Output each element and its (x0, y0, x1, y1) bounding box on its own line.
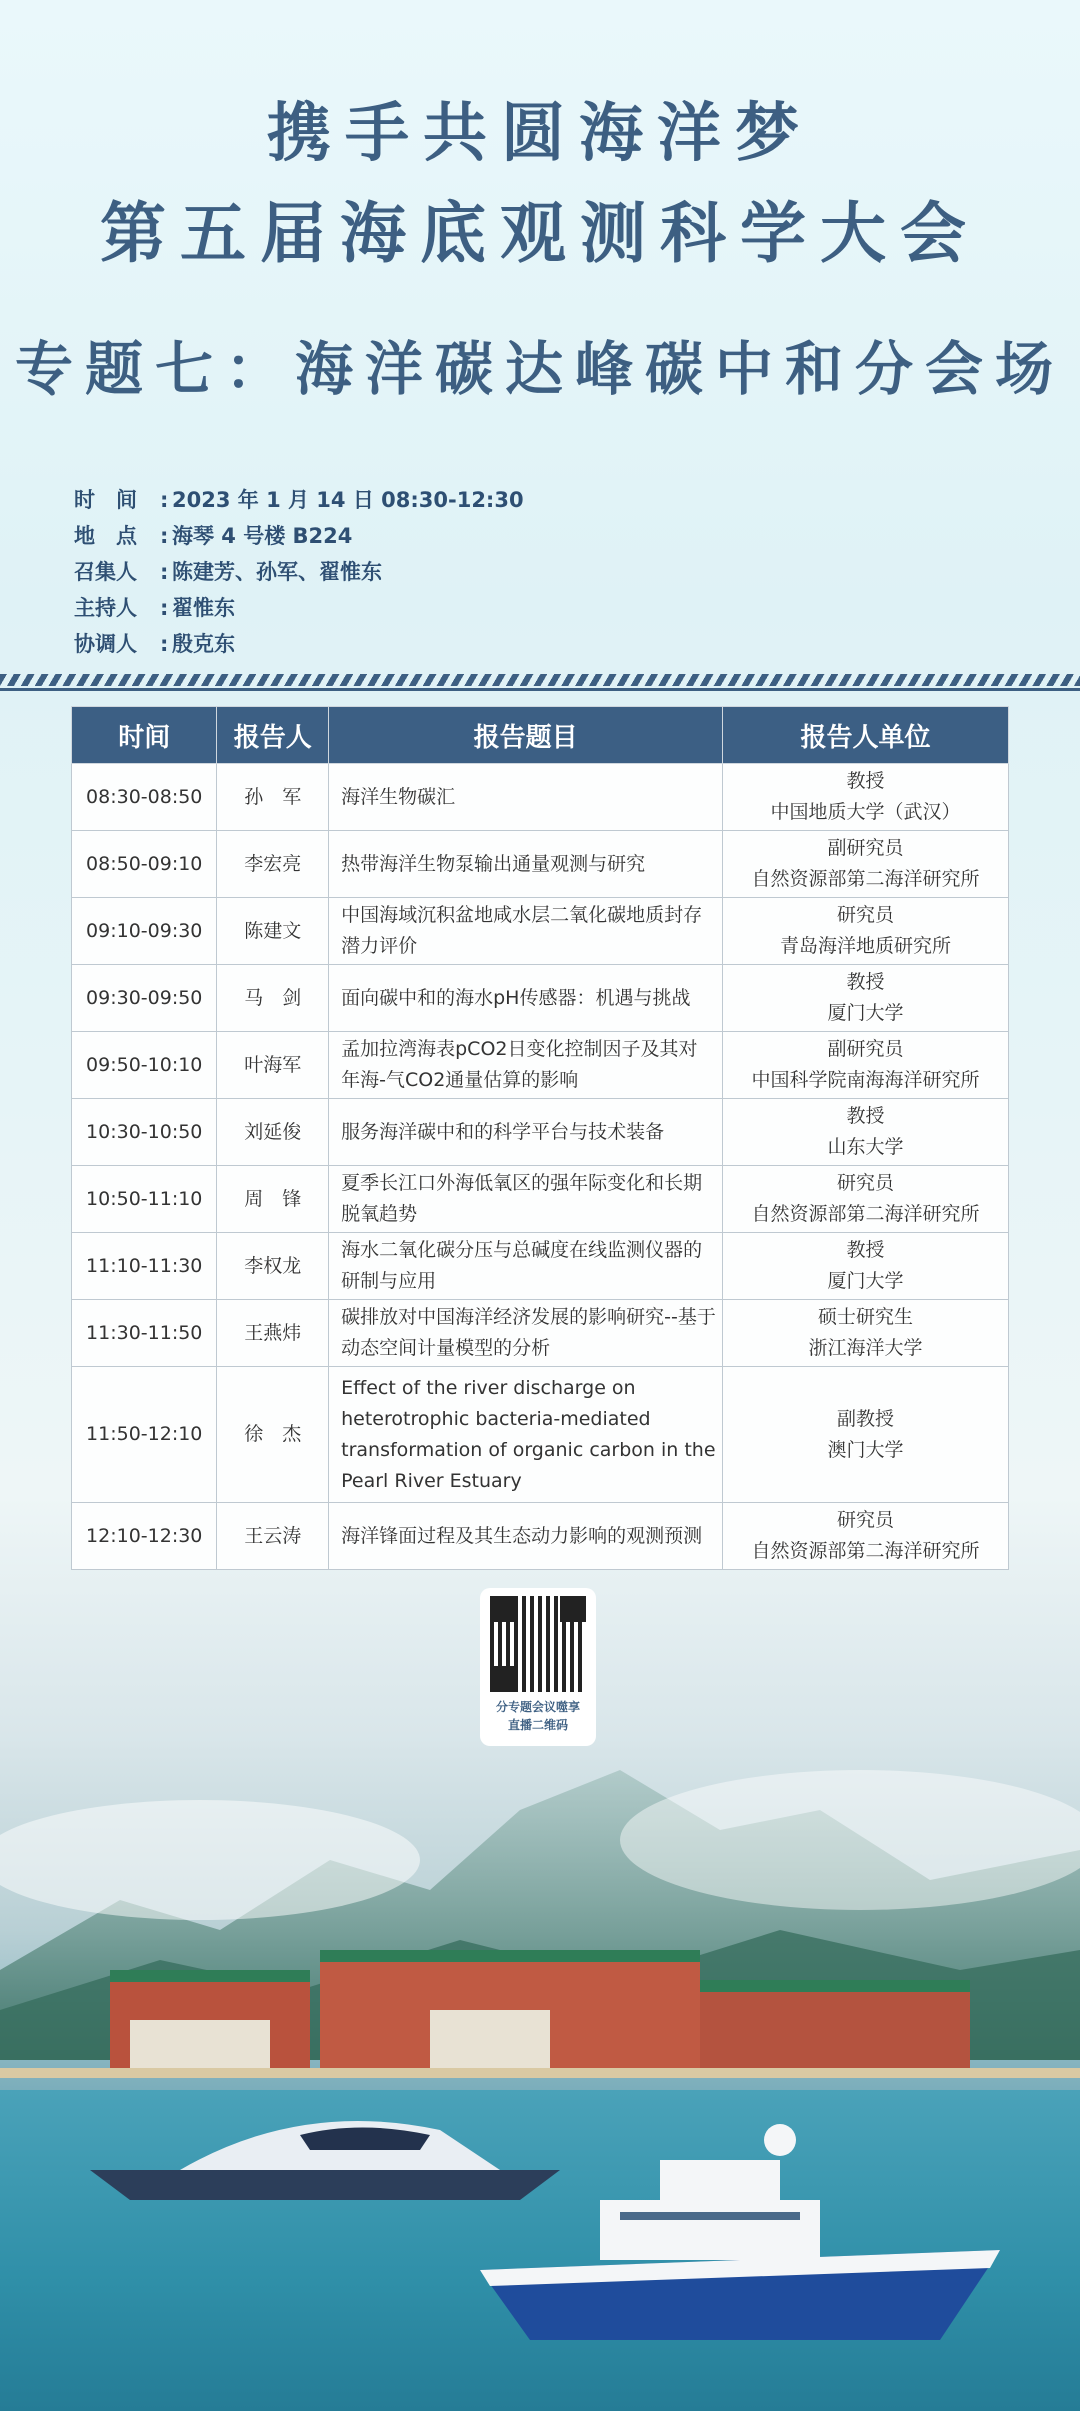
speaker-affiliation: 自然资源部第二海洋研究所 (751, 1203, 980, 1225)
speaker-affiliation: 青岛海洋地质研究所 (780, 935, 952, 957)
qr-caption (480, 1698, 596, 1734)
cell-unit (723, 965, 1009, 1032)
cell-unit (723, 1166, 1009, 1233)
divider-line (0, 688, 1080, 691)
speaker-title: 研究员 (837, 904, 895, 926)
cell-time: 11:30-11:50 (72, 1300, 217, 1367)
cell-time: 12:10-12:30 (72, 1503, 217, 1570)
cell-topic: 中国海域沉积盆地咸水层二氧化碳地质封存潜力评价 (329, 898, 723, 965)
ships-illustration (0, 2080, 1080, 2411)
cell-speaker: 王燕炜 (217, 1300, 329, 1367)
cell-unit (723, 1032, 1009, 1099)
info-value: 翟惟东 (172, 596, 235, 620)
info-value: 海琴 4 号楼 B224 (172, 524, 353, 548)
speaker-title: 教授 (846, 1105, 885, 1127)
session-info (74, 482, 524, 662)
cell-topic: 夏季长江口外海低氧区的强年际变化和长期脱氧趋势 (329, 1166, 723, 1233)
schedule-table (71, 706, 1009, 1570)
slogan-title: 携手共圆海洋梦 (267, 96, 813, 171)
cell-unit (723, 1503, 1009, 1570)
cell-speaker: 徐 杰 (217, 1367, 329, 1503)
cell-topic: 海洋生物碳汇 (329, 764, 723, 831)
cell-time: 09:50-10:10 (72, 1032, 217, 1099)
table-header-row (72, 707, 1009, 764)
table-row (72, 1300, 1009, 1367)
info-row-coordinator: 协调人 : 殷克东 (74, 626, 524, 662)
table-row (72, 898, 1009, 965)
speaker-title: 副教授 (837, 1407, 895, 1430)
cell-speaker: 叶海军 (217, 1032, 329, 1099)
col-header-topic: 报告题目 (329, 707, 723, 764)
cell-topic: 碳排放对中国海洋经济发展的影响研究--基于动态空间计量模型的分析 (329, 1300, 723, 1367)
qr-caption-line1: 分专题会议噬享 (495, 1700, 580, 1714)
info-label: 地 点 (74, 524, 137, 548)
session-title: 专题七：海洋碳达峰碳中和分会场 (14, 335, 1065, 403)
cell-speaker: 刘延俊 (217, 1099, 329, 1166)
speaker-title: 教授 (846, 971, 885, 993)
col-header-speaker: 报告人 (217, 707, 329, 764)
cell-time: 09:10-09:30 (72, 898, 217, 965)
table-row (72, 965, 1009, 1032)
research-vessel-icon (480, 2124, 1000, 2340)
table-row (72, 1503, 1009, 1570)
cell-speaker: 周 锋 (217, 1166, 329, 1233)
cell-speaker: 王云涛 (217, 1503, 329, 1570)
info-row-time: 时 间 : 2023 年 1 月 14 日 08:30-12:30 (74, 482, 524, 518)
speaker-affiliation: 厦门大学 (827, 1270, 904, 1292)
conference-title: 第五届海底观测科学大会 (100, 194, 980, 272)
cell-time: 08:30-08:50 (72, 764, 217, 831)
cell-topic: 服务海洋碳中和的科学平台与技术装备 (329, 1099, 723, 1166)
table-row (72, 1367, 1009, 1503)
cell-unit (723, 1099, 1009, 1166)
cell-unit (723, 1233, 1009, 1300)
cell-time: 10:30-10:50 (72, 1099, 217, 1166)
cell-speaker: 李宏亮 (217, 831, 329, 898)
info-value: 殷克东 (172, 632, 235, 656)
cell-unit (723, 764, 1009, 831)
speaker-title: 教授 (846, 770, 885, 792)
cell-unit (723, 898, 1009, 965)
yacht-icon (90, 2121, 560, 2200)
speaker-affiliation: 厦门大学 (827, 1002, 904, 1024)
cell-time: 09:30-09:50 (72, 965, 217, 1032)
cell-unit (723, 831, 1009, 898)
info-label: 召集人 (74, 560, 137, 584)
speaker-affiliation: 浙江海洋大学 (808, 1337, 923, 1359)
info-row-convener: 召集人 : 陈建芳、孙军、翟惟东 (74, 554, 524, 590)
cell-topic: Effect of the river discharge on heterotrophic bacteria-mediated transformation of organic carbon in the Pearl River Estuary (329, 1367, 723, 1503)
cell-speaker: 孙 军 (217, 764, 329, 831)
speaker-affiliation: 自然资源部第二海洋研究所 (751, 1540, 980, 1562)
campus-buildings (0, 1940, 1080, 2100)
cell-speaker: 陈建文 (217, 898, 329, 965)
info-label: 主持人 (74, 596, 137, 620)
speaker-title: 研究员 (837, 1172, 895, 1194)
col-header-unit: 报告人单位 (723, 707, 1009, 764)
speaker-affiliation: 中国科学院南海海洋研究所 (751, 1069, 980, 1091)
info-value: 2023 年 1 月 14 日 08:30-12:30 (172, 488, 524, 512)
cell-speaker: 李权龙 (217, 1233, 329, 1300)
info-label: 协调人 (74, 632, 137, 656)
cell-time: 10:50-11:10 (72, 1166, 217, 1233)
info-value: 陈建芳、孙军、翟惟东 (172, 560, 382, 584)
cell-time: 08:50-09:10 (72, 831, 217, 898)
speaker-affiliation: 自然资源部第二海洋研究所 (751, 868, 980, 890)
qr-card (480, 1588, 596, 1746)
speaker-title: 教授 (846, 1239, 885, 1261)
table-row (72, 1233, 1009, 1300)
cell-topic: 面向碳中和的海水pH传感器：机遇与挑战 (329, 965, 723, 1032)
cell-topic: 海水二氧化碳分压与总碱度在线监测仪器的研制与应用 (329, 1233, 723, 1300)
info-row-location: 地 点 : 海琴 4 号楼 B224 (74, 518, 524, 554)
cell-time: 11:10-11:30 (72, 1233, 217, 1300)
speaker-affiliation: 山东大学 (827, 1136, 904, 1158)
speaker-title: 副研究员 (827, 837, 904, 859)
cell-topic: 热带海洋生物泵输出通量观测与研究 (329, 831, 723, 898)
col-header-time: 时间 (72, 707, 217, 764)
speaker-affiliation: 澳门大学 (827, 1438, 904, 1461)
cell-unit (723, 1300, 1009, 1367)
table-row (72, 1166, 1009, 1233)
table-row (72, 764, 1009, 831)
info-label: 时 间 (74, 488, 137, 512)
speaker-title: 硕士研究生 (818, 1306, 914, 1328)
table-row (72, 831, 1009, 898)
table-row (72, 1099, 1009, 1166)
speaker-title: 研究员 (837, 1509, 895, 1531)
table-row (72, 1032, 1009, 1099)
cell-time: 11:50-12:10 (72, 1367, 217, 1503)
speaker-title: 副研究员 (827, 1038, 904, 1060)
qr-code-icon[interactable] (490, 1596, 586, 1692)
qr-caption-line2: 直播二维码 (507, 1718, 568, 1732)
info-row-host: 主持人 : 翟惟东 (74, 590, 524, 626)
schedule-body (72, 764, 1009, 1570)
decorative-divider (0, 674, 1080, 686)
cell-topic: 海洋锋面过程及其生态动力影响的观测预测 (329, 1503, 723, 1570)
cell-unit (723, 1367, 1009, 1503)
cell-topic: 孟加拉湾海表pCO2日变化控制因子及其对年海-气CO2通量估算的影响 (329, 1032, 723, 1099)
cell-speaker: 马 剑 (217, 965, 329, 1032)
speaker-affiliation: 中国地质大学（武汉） (770, 801, 961, 823)
